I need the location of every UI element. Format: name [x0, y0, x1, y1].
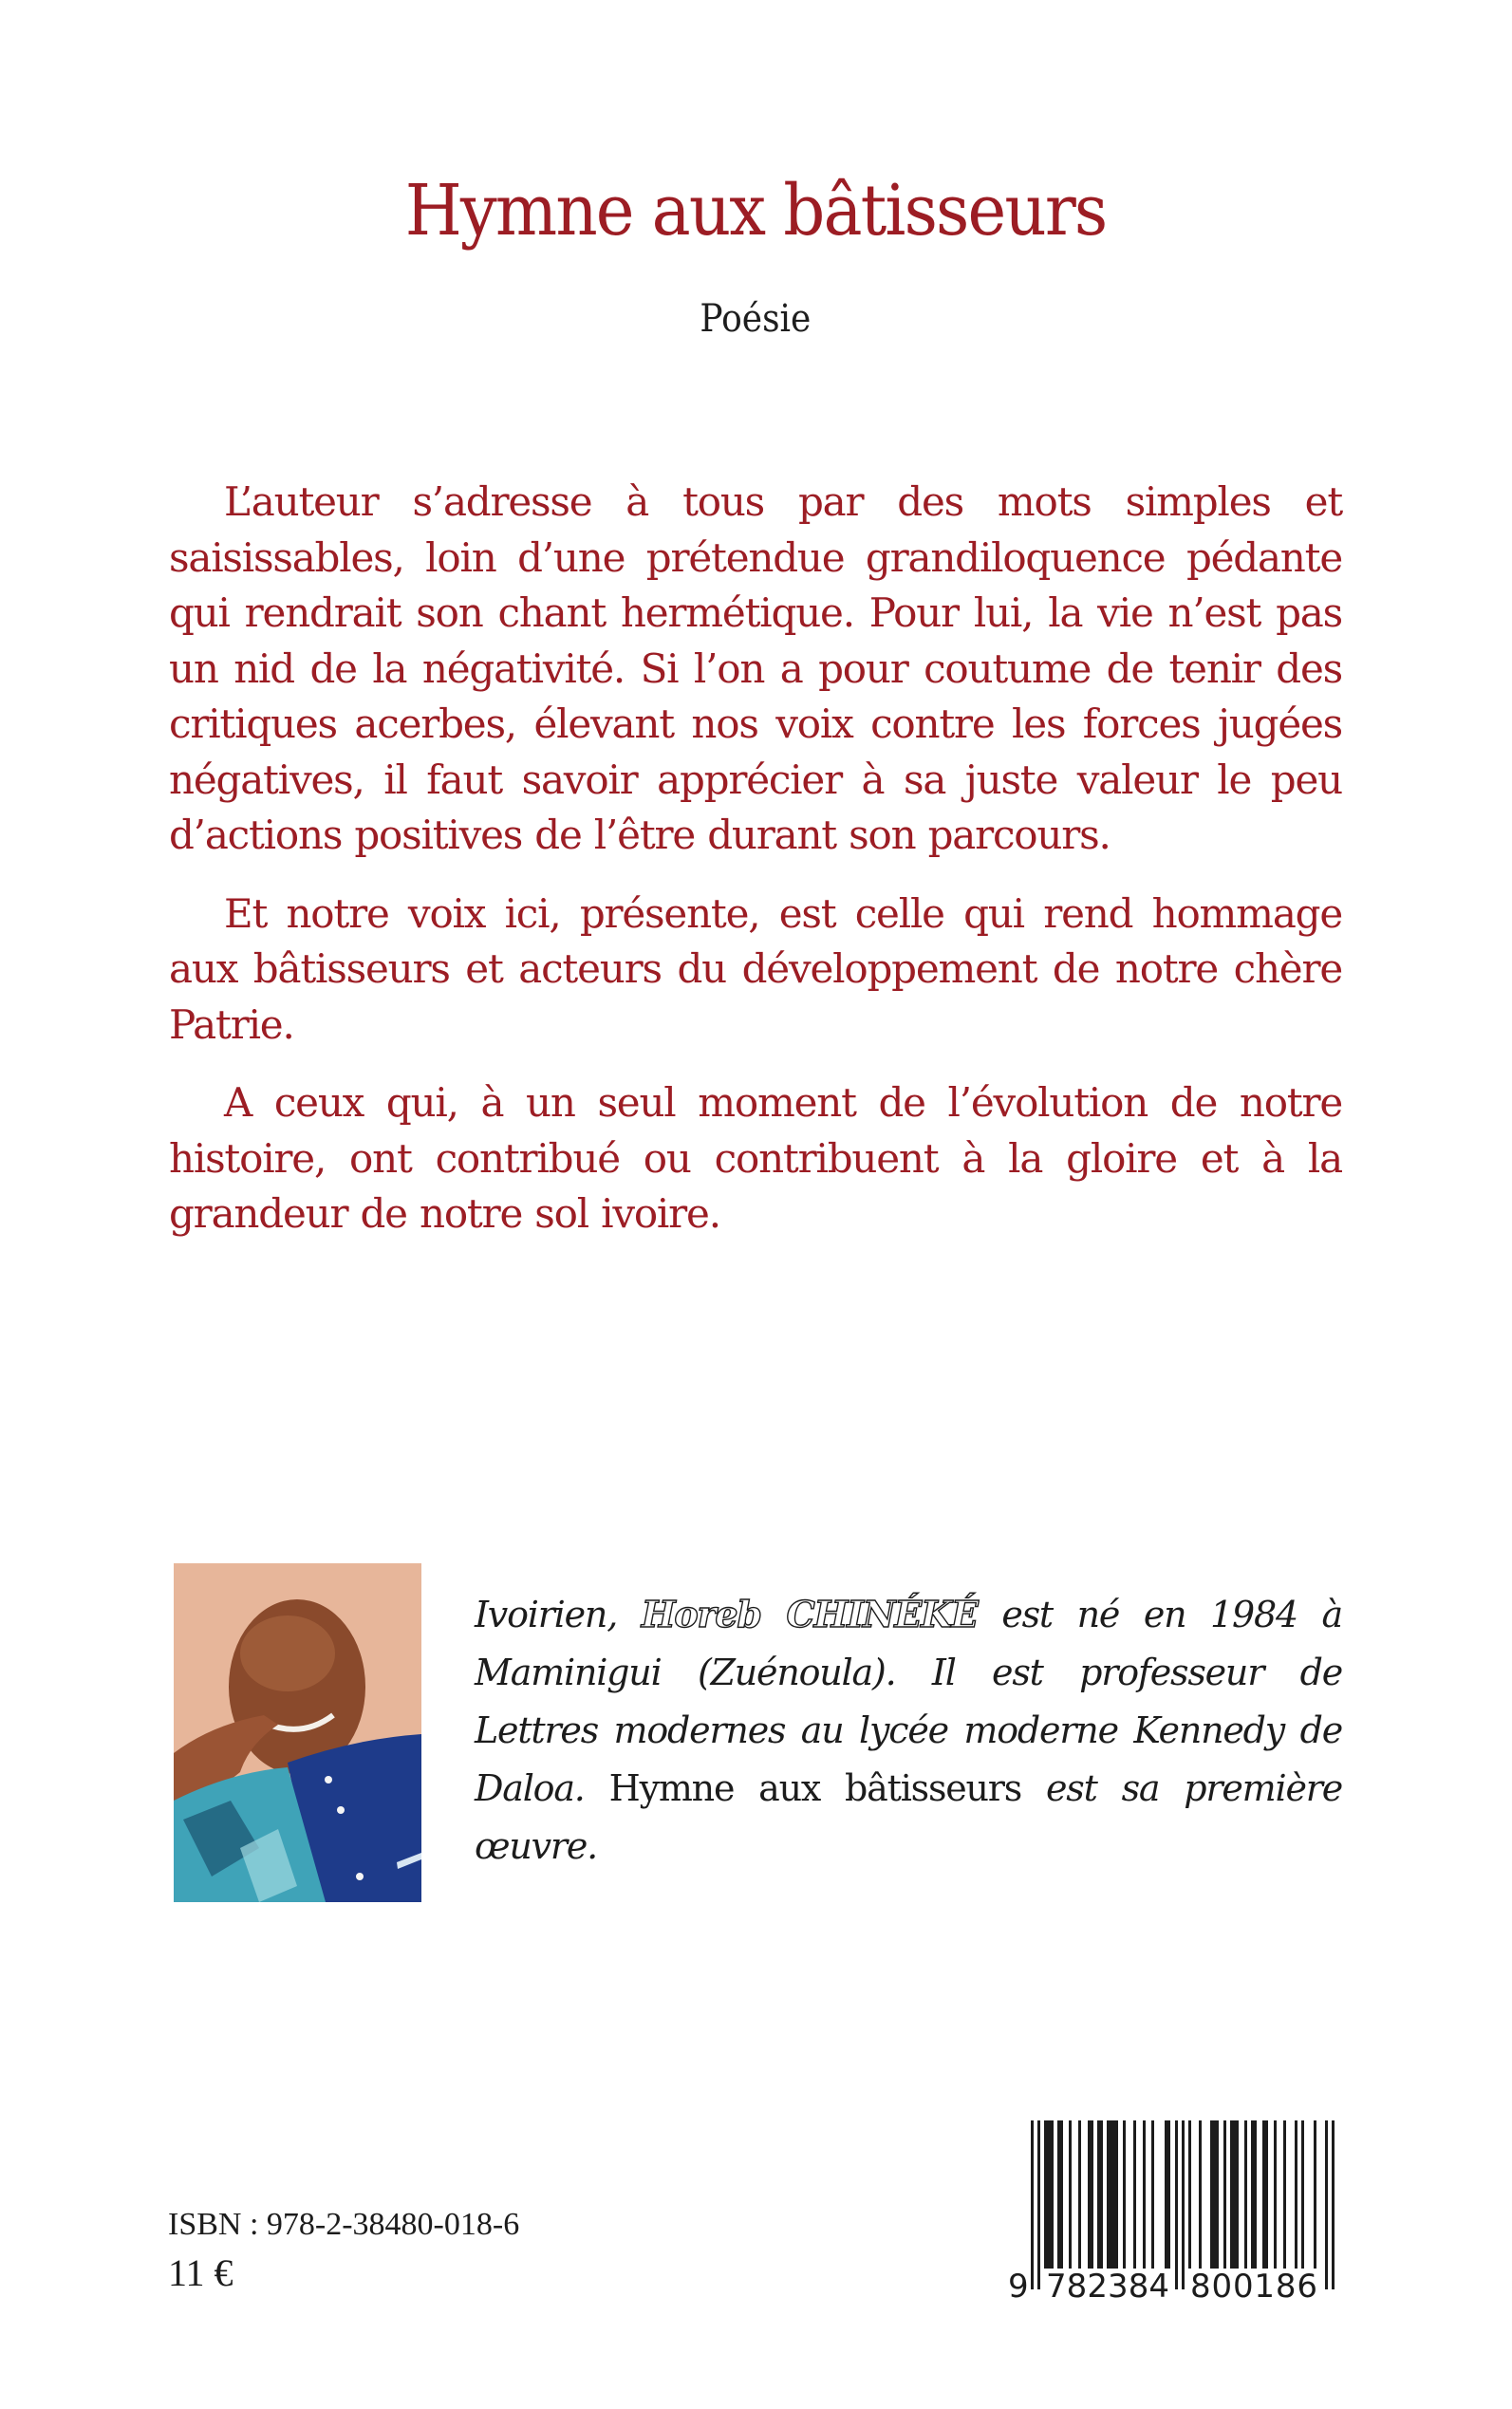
barcode-lead-digit: 9 [1008, 2268, 1029, 2306]
author-photo [174, 1563, 421, 1902]
author-name: Horeb CHINÉKÉ [641, 1593, 978, 1635]
barcode-icon [1006, 2117, 1357, 2306]
bio-book-title: Hymne aux bâtisseurs [608, 1767, 1022, 1809]
blurb-paragraph: Et notre voix ici, présente, est celle qui rend hommage aux bâtisseurs et acteurs du développement de notre chère Patrie. [169, 889, 1342, 1048]
barcode-right-digits: 800186 [1190, 2268, 1317, 2306]
isbn-barcode [1006, 2117, 1357, 2306]
book-title: Hymne aux bâtisseurs [404, 170, 1107, 252]
bio-suffix: est sa première œuvre. [475, 1767, 1342, 1867]
bio-prefix: Ivoirien, [475, 1594, 642, 1635]
book-genre: Poésie [700, 297, 812, 341]
isbn: ISBN : 978-2-38480-018-6 [168, 2207, 520, 2242]
blurb-paragraph: A ceux qui, à un seul moment de l’évolution de notre histoire, ont contribué ou contribuent à la gloire et à la grandeur de notre sol ivoire. [169, 1079, 1342, 1237]
author-portrait-icon [174, 1563, 421, 1902]
author-bio [475, 1585, 1342, 1876]
blurb-paragraph: L’auteur s’adresse à tous par des mots simples et saisissables, loin d’une prétendue grandiloquence pédante qui rendrait son chant hermétique. Pour lui, la vie n’est pas un nid de la négativité. Si l’on a pour coutume de tenir des critiques acerbes, élevant nos voix contre les forces jugées négatives, il faut savoir apprécier à sa juste valeur le peu d’actions positives de l’être durant son parcours. [169, 478, 1342, 858]
back-cover-blurb [169, 475, 1342, 1265]
barcode-left-digits: 782384 [1046, 2268, 1169, 2306]
bio-text: est né en 1984 à Maminigui (Zuénoula). Il est professeur de Lettres modernes au lycée moderne Kennedy de Daloa. [475, 1594, 1342, 1809]
price: 11 € [168, 2251, 233, 2294]
